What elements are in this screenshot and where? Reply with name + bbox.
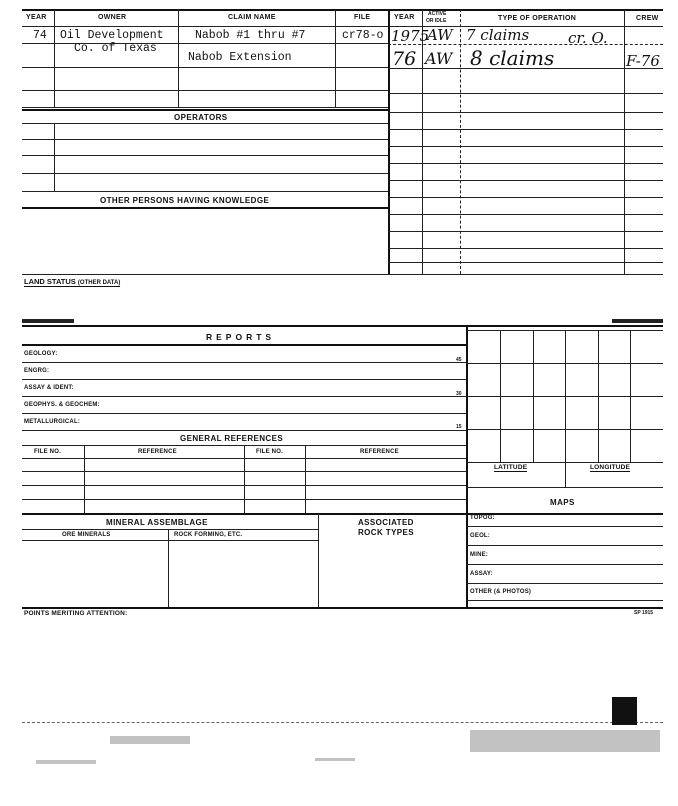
header-or-idle: OR IDLE xyxy=(426,18,447,24)
col-divider xyxy=(54,9,55,107)
right-row-rule xyxy=(388,231,663,232)
land-status-label: LAND STATUS xyxy=(24,277,76,286)
operators-rule xyxy=(22,109,388,111)
mineral-rule xyxy=(22,529,318,530)
right-row-rule xyxy=(388,129,663,130)
report-geology: GEOLOGY: xyxy=(24,351,58,357)
ref-header-ref1: REFERENCE xyxy=(138,449,177,455)
report-row-rule xyxy=(22,413,466,414)
entry-claim-line1: Nabob #1 thru #7 xyxy=(195,29,306,42)
row-rule xyxy=(22,107,388,108)
scan-bar xyxy=(22,319,74,323)
operators-row xyxy=(22,191,388,192)
operators-row xyxy=(22,155,388,156)
report-row-rule xyxy=(22,362,466,363)
reports-rule xyxy=(22,344,466,346)
land-status-sub: (OTHER DATA) xyxy=(77,280,121,286)
report-number-45: 45 xyxy=(456,357,462,363)
latlong-divider xyxy=(565,462,566,487)
col-divider xyxy=(460,9,461,274)
ref-row xyxy=(22,485,466,486)
entry-file: cr78-o xyxy=(342,29,384,42)
associated-heading-1: ASSOCIATED xyxy=(358,518,414,527)
entry-owner-line2: Co. of Texas xyxy=(74,42,157,55)
map-row-other: OTHER (& PHOTOS) xyxy=(470,589,532,595)
header-year-right: YEAR xyxy=(394,14,415,21)
right-row-rule xyxy=(388,68,663,69)
report-row-rule xyxy=(22,430,466,431)
col-divider xyxy=(624,9,625,274)
mineral-header-rock: ROCK FORMING, ETC. xyxy=(174,532,243,538)
map-row-rule xyxy=(466,526,663,527)
report-geophys: GEOPHYS. & GEOCHEM: xyxy=(24,402,100,408)
header-type-operation: TYPE OF OPERATION xyxy=(498,15,577,22)
maps-top-rule xyxy=(466,487,663,488)
header-claim-name: CLAIM NAME xyxy=(228,14,276,21)
row-rule xyxy=(22,43,388,44)
scan-artifact-block xyxy=(612,697,637,725)
header-owner: OWNER xyxy=(98,14,127,21)
reports-bottom-border xyxy=(22,607,663,609)
right-row-rule xyxy=(388,93,663,94)
ref-divider xyxy=(305,445,306,513)
report-row-rule xyxy=(22,379,466,380)
right-row-rule xyxy=(388,197,663,198)
latitude-label: LATITUDE xyxy=(494,464,528,471)
report-number-15: 15 xyxy=(456,424,462,430)
ref-header-file2: FILE NO. xyxy=(256,449,283,455)
grid-line xyxy=(466,330,663,331)
handwritten-operation-2: 8 claims xyxy=(470,46,555,70)
report-row-rule xyxy=(22,396,466,397)
center-divider xyxy=(388,9,390,274)
operators-row xyxy=(22,173,388,174)
row-rule xyxy=(22,90,388,91)
right-row-rule xyxy=(388,146,663,147)
associated-heading-2: ROCK TYPES xyxy=(358,528,415,537)
operators-rule xyxy=(22,123,388,124)
map-row-assay: ASSAY: xyxy=(470,571,493,577)
right-row-rule xyxy=(388,163,663,164)
right-row-rule xyxy=(388,44,663,45)
ref-row xyxy=(22,471,466,472)
general-references-heading: GENERAL REFERENCES xyxy=(180,434,284,443)
report-engrg: ENGRG: xyxy=(24,368,50,374)
scan-edge-line xyxy=(22,722,663,723)
ref-row xyxy=(22,499,466,500)
map-row-rule xyxy=(466,564,663,565)
right-row-rule xyxy=(388,180,663,181)
scan-smudge xyxy=(36,760,96,764)
handwritten-crew-2: F-76 xyxy=(626,52,660,70)
header-bottom-rule xyxy=(22,26,663,27)
mineral-header-ore: ORE MINERALS xyxy=(62,532,111,538)
mineral-assemblage-heading: MINERAL ASSEMBLAGE xyxy=(106,518,208,527)
reports-right-divider xyxy=(466,325,468,608)
reports-heading: REPORTS xyxy=(206,332,276,342)
land-status-heading xyxy=(24,277,120,287)
top-border xyxy=(22,9,663,11)
map-row-topog: TOPOG: xyxy=(470,515,495,521)
header-crew: CREW xyxy=(636,15,659,22)
right-row-rule xyxy=(388,112,663,113)
mineral-divider xyxy=(318,513,319,608)
mineral-col-divider xyxy=(168,529,169,608)
map-row-mine: MINE: xyxy=(470,552,488,558)
scan-smudge xyxy=(470,730,660,752)
references-bottom xyxy=(22,513,663,515)
reports-top-border xyxy=(22,325,663,327)
handwritten-crew-1: cr. O. xyxy=(568,29,608,47)
operators-row xyxy=(22,139,388,140)
map-row-geol: GEOL: xyxy=(470,533,490,539)
grid-line xyxy=(466,429,663,430)
mineral-rule xyxy=(22,540,318,541)
report-assay: ASSAY & IDENT: xyxy=(24,385,74,391)
maps-heading: MAPS xyxy=(550,498,575,507)
ref-divider xyxy=(244,445,245,513)
scan-smudge xyxy=(315,758,355,761)
handwritten-year-1: 1975 xyxy=(391,27,430,45)
right-row-rule xyxy=(388,214,663,215)
entry-claim-line2: Nabob Extension xyxy=(188,51,292,64)
entry-owner-line1: Oil Development xyxy=(60,29,164,42)
handwritten-operation-1: 7 claims xyxy=(466,26,530,44)
other-persons-heading: OTHER PERSONS HAVING KNOWLEDGE xyxy=(100,196,270,205)
header-year: YEAR xyxy=(26,14,47,21)
scan-bar xyxy=(612,319,663,323)
row-rule xyxy=(22,67,388,68)
operators-divider xyxy=(54,123,55,191)
handwritten-year-2: 76 xyxy=(392,48,417,70)
entry-year: 74 xyxy=(33,29,47,42)
map-row-rule xyxy=(466,545,663,546)
ref-header-ref2: REFERENCE xyxy=(360,449,399,455)
ref-divider xyxy=(84,445,85,513)
report-number-30: 30 xyxy=(456,391,462,397)
grid-line xyxy=(466,363,663,364)
form-number: SP 1915 xyxy=(634,610,654,616)
scan-smudge xyxy=(110,736,190,744)
handwritten-status-2: AW xyxy=(425,49,453,68)
other-persons-rule xyxy=(22,207,388,209)
header-file: FILE xyxy=(354,14,371,21)
col-divider xyxy=(178,9,179,107)
grid-line xyxy=(466,396,663,397)
col-divider xyxy=(422,9,423,274)
col-divider xyxy=(335,9,336,107)
top-section-bottom xyxy=(22,274,663,275)
map-row-rule xyxy=(466,583,663,584)
map-row-rule xyxy=(466,600,663,601)
longitude-label: LONGITUDE xyxy=(590,464,631,471)
ref-header-file1: FILE NO. xyxy=(34,449,61,455)
header-active: ACTIVE xyxy=(428,11,447,17)
report-metallurgical: METALLURGICAL: xyxy=(24,419,81,425)
operators-heading: OPERATORS xyxy=(174,113,228,122)
right-row-rule xyxy=(388,262,663,263)
points-meriting-label: POINTS MERITING ATTENTION: xyxy=(24,610,128,617)
right-row-rule xyxy=(388,248,663,249)
handwritten-status-1: AW xyxy=(427,26,453,44)
